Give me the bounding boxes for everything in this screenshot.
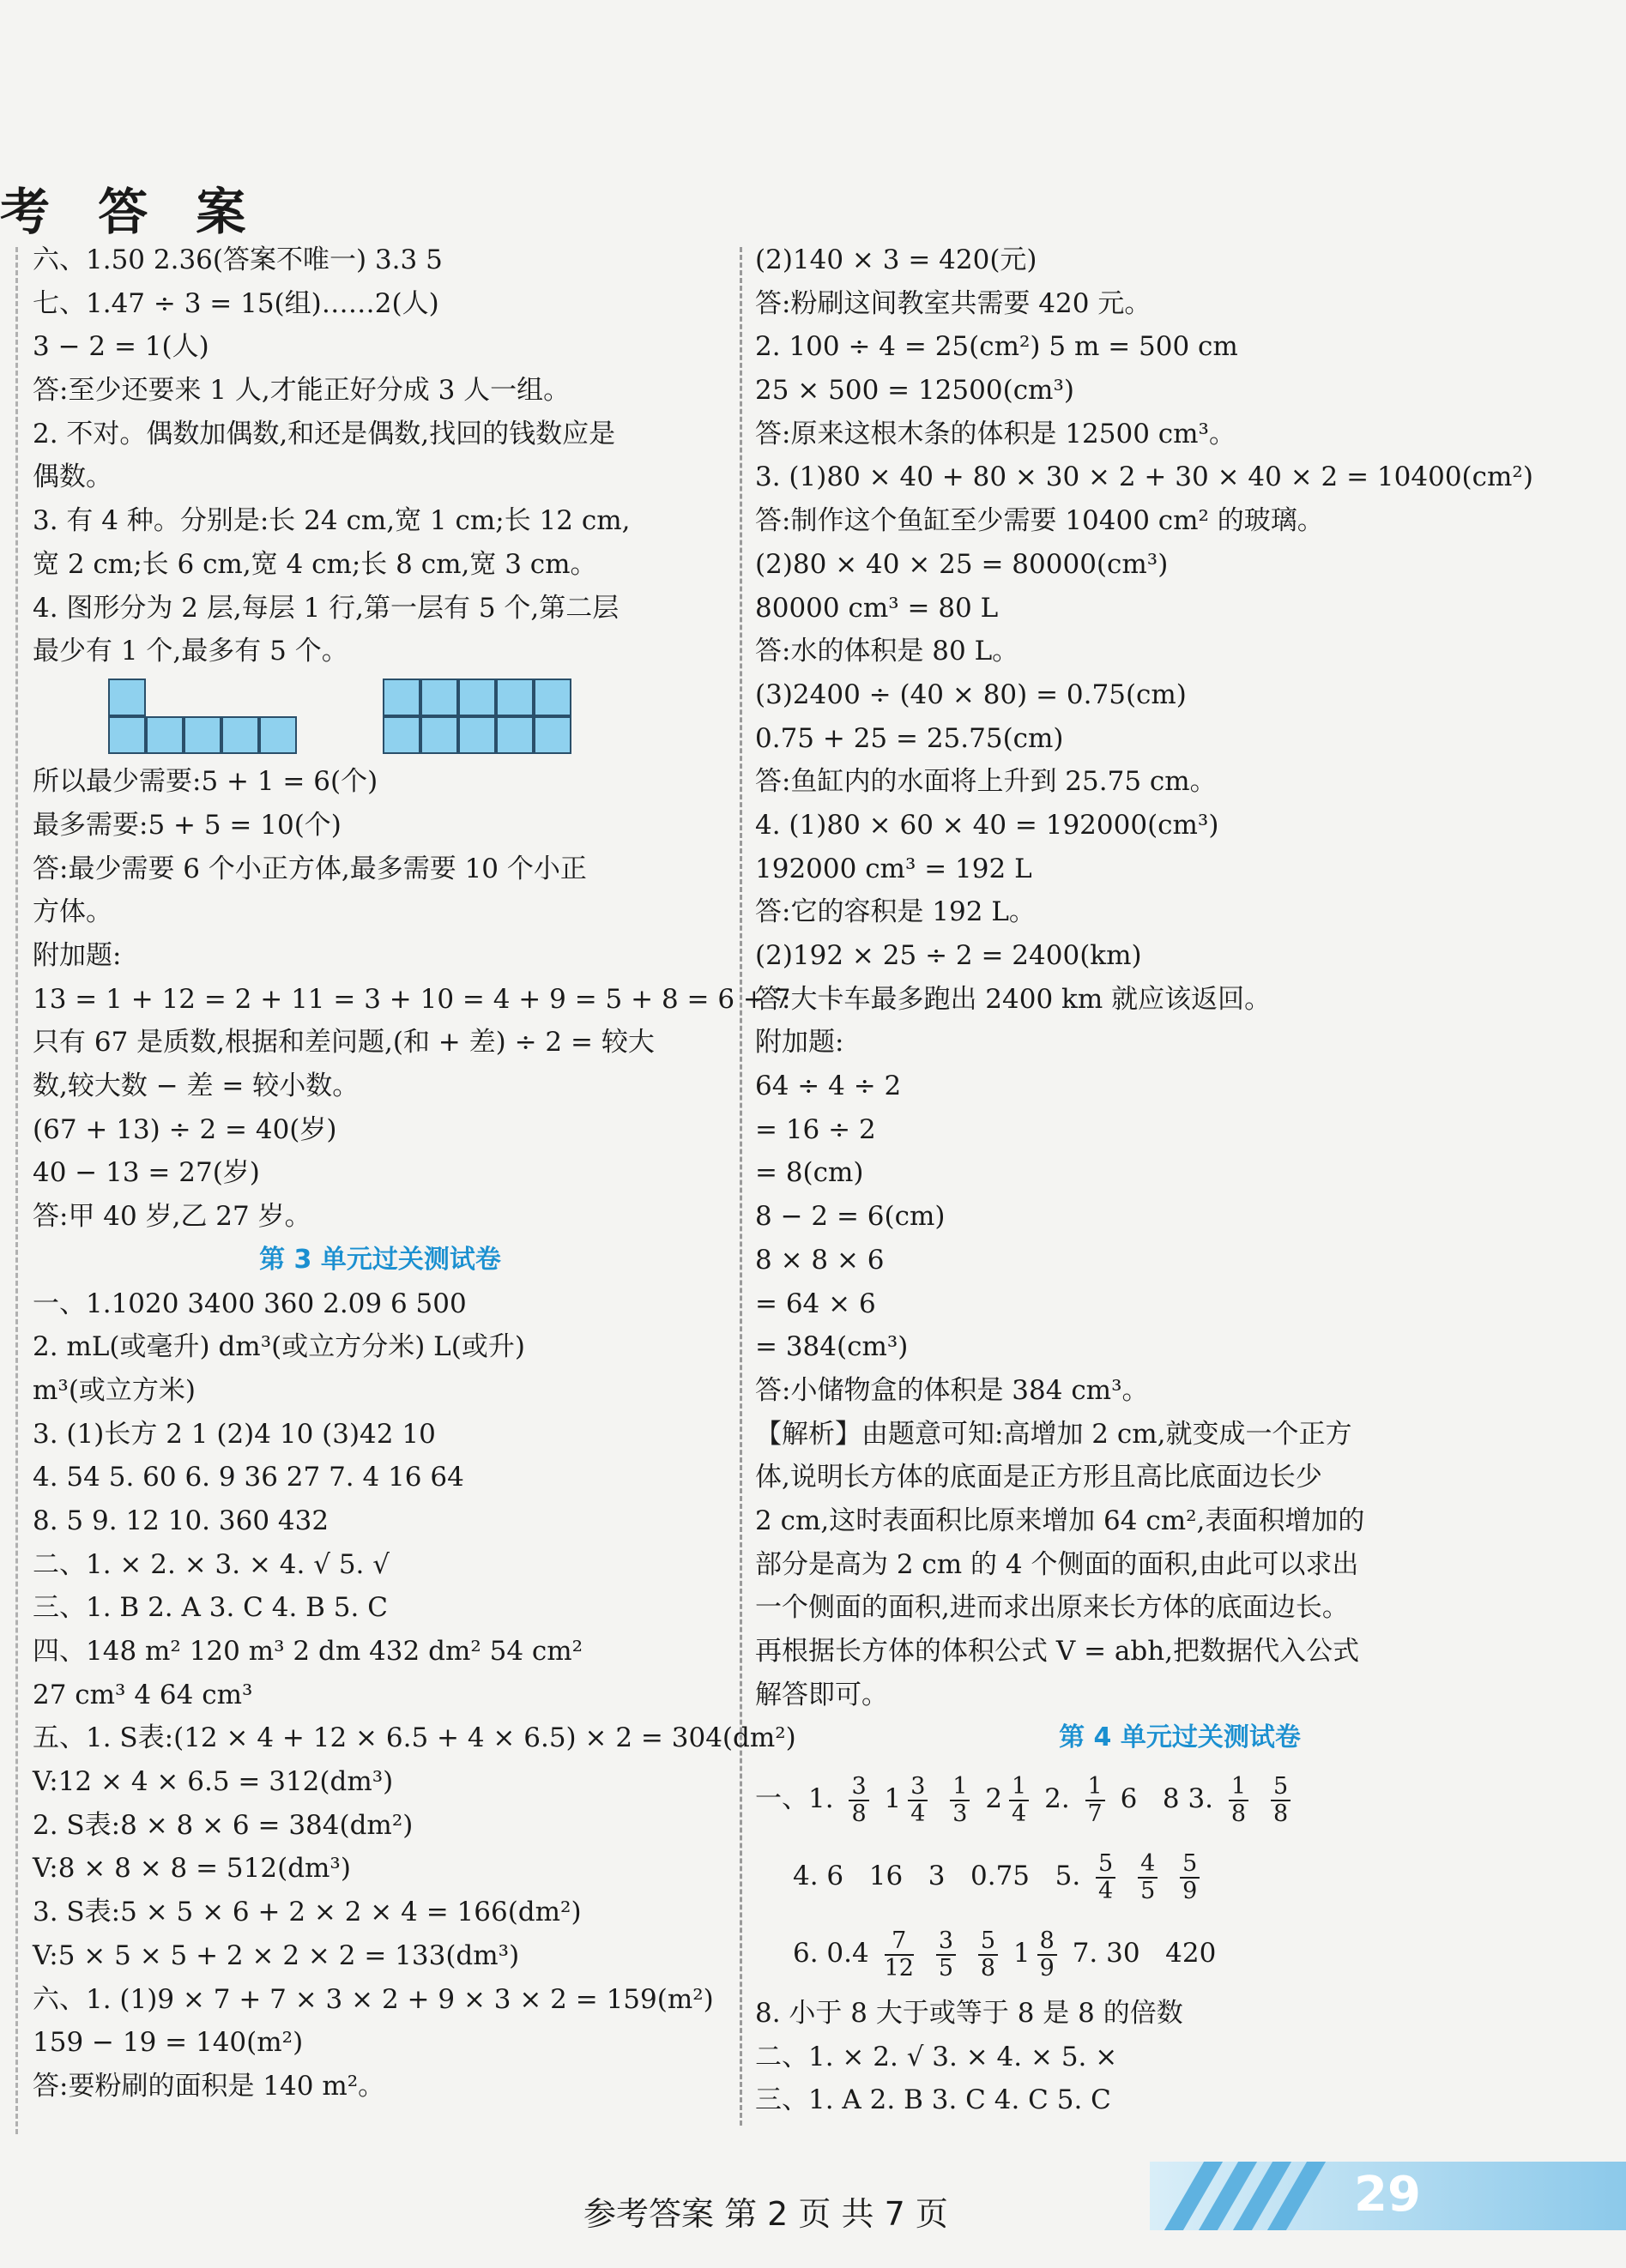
answer-line: V:5 × 5 × 5 + 2 × 2 × 2 = 133(dm³)	[33, 1939, 520, 1971]
answer-line: 8 × 8 × 6	[755, 1244, 885, 1276]
cube-figure-min	[108, 679, 305, 757]
page-title: 考 答 案	[0, 183, 262, 241]
cube-figure-max	[383, 679, 580, 757]
answer-line: 4. 图形分为 2 层,每层 1 行,第一层有 5 个,第二层	[33, 592, 620, 624]
answer-line: 159 − 19 = 140(m²)	[33, 2027, 304, 2059]
answer-values: 6 8	[1120, 1783, 1180, 1815]
answer-line: 答:要粉刷的面积是 140 m²。	[33, 2070, 385, 2102]
fraction: $\frac{1}{7}$	[1085, 1774, 1105, 1827]
right-column	[755, 238, 1605, 2122]
answer-values: 4. 6 16 3 0.75 5.	[793, 1861, 1081, 1892]
answer-line: (67 + 13) ÷ 2 = 40(岁)	[33, 1113, 337, 1145]
answer-line: 3. (1)长方 2 1 (2)4 10 (3)42 10	[33, 1418, 436, 1450]
answer-line: 二、1. × 2. × 3. × 4. √ 5. √	[33, 1548, 390, 1580]
answer-line: 2. S表:8 × 8 × 6 = 384(dm²)	[33, 1809, 414, 1841]
answer-line: 六、1. (1)9 × 7 + 7 × 3 × 2 + 9 × 3 × 2 = 159(m²)	[33, 1983, 714, 2015]
whole-number: 2	[985, 1783, 1003, 1815]
answer-line: 数,较大数 − 差 = 较小数。	[33, 1071, 360, 1102]
answer-line: 2. 100 ÷ 4 = 25(cm²) 5 m = 500 cm	[755, 331, 1238, 363]
answer-line: 一、1.1020 3400 360 2.09 6 500	[33, 1288, 467, 1319]
answer-line: 方体。	[33, 896, 112, 928]
answer-line: V:12 × 4 × 6.5 = 312(dm³)	[33, 1766, 394, 1798]
answer-line: 2. mL(或毫升) dm³(或立方分米) L(或升)	[33, 1331, 525, 1363]
answer-line: 3. S表:5 × 5 × 6 + 2 × 2 × 4 = 166(dm²)	[33, 1897, 582, 1928]
answer-line: 答:原来这根木条的体积是 12500 cm³。	[755, 418, 1236, 449]
answer-line: 4. 54 5. 60 6. 9 36 27 7. 4 16 64	[33, 1462, 464, 1493]
fraction-row-3	[755, 1915, 1605, 1992]
unit-4-heading: 第 4 单元过关测试卷	[1059, 1722, 1301, 1753]
fraction: $\frac{5}{4}$	[1096, 1851, 1115, 1904]
answer-line: 所以最少需要:5 + 1 = 6(个)	[33, 766, 378, 798]
fraction: $\frac{3}{4}$	[908, 1774, 928, 1827]
whole-number: 1	[1012, 1938, 1031, 1969]
answer-line: 答:制作这个鱼缸至少需要 10400 cm² 的玻璃。	[755, 505, 1324, 537]
answer-line: 最多需要:5 + 5 = 10(个)	[33, 809, 342, 841]
answer-line: 4. (1)80 × 60 × 40 = 192000(cm³)	[755, 809, 1219, 841]
answer-line: V:8 × 8 × 8 = 512(dm³)	[33, 1853, 351, 1885]
answer-line: 三、1. B 2. A 3. C 4. B 5. C	[33, 1592, 388, 1624]
fraction: $\frac{5}{8}$	[978, 1928, 998, 1981]
answer-line: 答:水的体积是 80 L。	[755, 636, 1019, 667]
answer-line: 答:至少还要来 1 人,才能正好分成 3 人一组。	[33, 375, 571, 407]
column-divider	[740, 247, 742, 2126]
answer-line: 3. (1)80 × 40 + 80 × 30 × 2 + 30 × 40 × 2 = 10400(cm²)	[755, 461, 1533, 493]
answer-line: (2)80 × 40 × 25 = 80000(cm³)	[755, 548, 1169, 580]
analysis-line: 解答即可。	[755, 1679, 888, 1710]
answer-line: 附加题:	[755, 1027, 844, 1059]
analysis-line: 再根据长方体的体积公式 V = abh,把数据代入公式	[755, 1636, 1360, 1667]
answer-line: 三、1. A 2. B 3. C 4. C 5. C	[755, 2084, 1111, 2116]
answer-line: 六、1.50 2.36(答案不唯一) 3.3 5	[33, 244, 443, 275]
answer-line: 13 = 1 + 12 = 2 + 11 = 3 + 10 = 4 + 9 = 5 + 8 = 6 + 7	[33, 983, 791, 1015]
answer-line: 答:小储物盒的体积是 384 cm³。	[755, 1374, 1149, 1406]
answer-line: 四、148 m² 120 m³ 2 dm 432 dm² 54 cm²	[33, 1636, 583, 1668]
fraction: $\frac{8}{9}$	[1037, 1928, 1057, 1981]
answer-line: 偶数。	[33, 461, 112, 493]
q-label: 2.	[1044, 1783, 1070, 1815]
fraction: $\frac{3}{8}$	[849, 1774, 868, 1827]
answer-line: 答:鱼缸内的水面将上升到 25.75 cm。	[755, 766, 1217, 798]
answer-line: 只有 67 是质数,根据和差问题,(和 + 差) ÷ 2 = 较大	[33, 1027, 655, 1059]
answer-line: 8. 小于 8 大于或等于 8 是 8 的倍数	[755, 1998, 1183, 2030]
left-edge-dashes	[15, 247, 18, 2134]
unit-3-heading: 第 3 单元过关测试卷	[259, 1244, 501, 1275]
answer-line: 3. 有 4 种。分别是:长 24 cm,宽 1 cm;长 12 cm,	[33, 505, 631, 537]
fraction-row-2	[755, 1837, 1605, 1915]
answer-line: 64 ÷ 4 ÷ 2	[755, 1071, 902, 1102]
footer-text: 参考答案 第 2 页 共 7 页	[583, 2195, 948, 2233]
answer-line: (2)140 × 3 = 420(元)	[755, 244, 1037, 275]
answer-line: 2. 不对。偶数加偶数,和还是偶数,找回的钱数应是	[33, 418, 616, 449]
answer-line: 25 × 500 = 12500(cm³)	[755, 375, 1074, 407]
answer-line: 答:粉刷这间教室共需要 420 元。	[755, 287, 1151, 319]
whole-number: 1	[884, 1783, 902, 1815]
analysis-line: 部分是高为 2 cm 的 4 个侧面的面积,由此可以求出	[755, 1548, 1359, 1580]
answer-line: (3)2400 ÷ (40 × 80) = 0.75(cm)	[755, 679, 1187, 710]
answer-line: 80000 cm³ = 80 L	[755, 592, 999, 624]
fraction: $\frac{3}{5}$	[936, 1928, 956, 1981]
answer-line: 40 − 13 = 27(岁)	[33, 1157, 260, 1189]
page-footer	[0, 2162, 1626, 2268]
answer-line: 宽 2 cm;长 6 cm,宽 4 cm;长 8 cm,宽 3 cm。	[33, 548, 597, 580]
answer-line: 答:它的容积是 192 L。	[755, 896, 1036, 928]
answer-line: 七、1.47 ÷ 3 = 15(组)……2(人)	[33, 287, 439, 319]
q-label: 一、1.	[755, 1783, 834, 1815]
answer-values: 7. 30 420	[1072, 1938, 1217, 1969]
answer-line: (2)192 × 25 ÷ 2 = 2400(km)	[755, 940, 1142, 971]
answer-line: = 384(cm³)	[755, 1331, 909, 1363]
analysis-line: 一个侧面的面积,进而求出原来长方体的底面边长。	[755, 1592, 1349, 1624]
answer-line: 答:大卡车最多跑出 2400 km 就应该返回。	[755, 983, 1272, 1015]
answer-line: = 64 × 6	[755, 1288, 876, 1319]
answer-line: = 8(cm)	[755, 1157, 864, 1189]
answer-line: m³(或立方米)	[33, 1374, 196, 1406]
fraction: $\frac{5}{8}$	[1271, 1774, 1291, 1827]
answer-line: 192000 cm³ = 192 L	[755, 853, 1032, 884]
answer-line: = 16 ÷ 2	[755, 1113, 876, 1145]
answer-line: 最少有 1 个,最多有 5 个。	[33, 636, 348, 667]
analysis-line: 体,说明长方体的底面是正方形且高比底面边长少	[755, 1462, 1322, 1493]
answer-line: 五、1. S表:(12 × 4 + 12 × 6.5 + 4 × 6.5) × 2 = 304(dm²)	[33, 1722, 796, 1754]
fraction: $\frac{4}{5}$	[1138, 1851, 1158, 1904]
fraction-row-1	[755, 1760, 1605, 1837]
answer-values: 6. 0.4	[793, 1938, 869, 1969]
answer-line: 0.75 + 25 = 25.75(cm)	[755, 722, 1064, 754]
fraction: $\frac{7}{12}$	[884, 1927, 914, 1981]
answer-line: 27 cm³ 4 64 cm³	[33, 1679, 253, 1710]
left-column	[33, 238, 796, 2108]
answer-line: 3 − 2 = 1(人)	[33, 331, 209, 363]
answer-line: 答:最少需要 6 个小正方体,最多需要 10 个小正	[33, 853, 587, 884]
page-number: 29	[1354, 2167, 1421, 2223]
analysis-line: 【解析】由题意可知:高增加 2 cm,就变成一个正方	[755, 1418, 1352, 1450]
q-label: 3.	[1188, 1783, 1214, 1815]
analysis-line: 2 cm,这时表面积比原来增加 64 cm²,表面积增加的	[755, 1505, 1365, 1536]
fraction: $\frac{1}{4}$	[1009, 1774, 1029, 1827]
answer-line: 8. 5 9. 12 10. 360 432	[33, 1505, 329, 1536]
fraction: $\frac{1}{3}$	[950, 1774, 970, 1827]
fraction: $\frac{1}{8}$	[1229, 1774, 1248, 1827]
answer-line: 答:甲 40 岁,乙 27 岁。	[33, 1201, 311, 1233]
answer-line: 二、1. × 2. √ 3. × 4. × 5. ×	[755, 2041, 1118, 2072]
fraction: $\frac{5}{9}$	[1180, 1851, 1200, 1904]
answer-line: 附加题:	[33, 940, 122, 972]
cube-figures-row	[33, 673, 728, 760]
answer-line: 8 − 2 = 6(cm)	[755, 1201, 946, 1233]
